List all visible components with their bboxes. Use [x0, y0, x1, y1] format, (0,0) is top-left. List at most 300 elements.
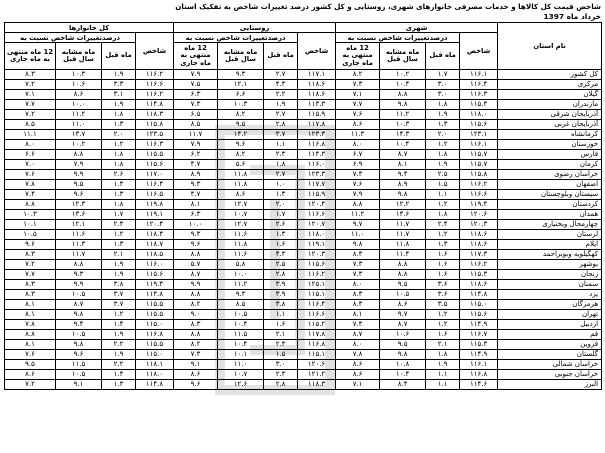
table-cell: ۱۱۸.۰ [136, 370, 174, 380]
table-cell: ۱۴.۳ [380, 130, 426, 140]
urban-monthly-header: ماه قبل [426, 43, 460, 70]
table-cell: ۲.۸ [264, 120, 298, 130]
table-cell: ۱۱۶.۴ [136, 180, 174, 190]
province-name: سمنان [498, 280, 602, 290]
total-change-header: درصدتغییرات شاخص نسبت به [5, 33, 136, 43]
province-name: تهران [498, 310, 602, 320]
table-cell: ۱۰.۷ [218, 370, 264, 380]
table-cell: ۱.۹ [426, 110, 460, 120]
table-cell: ۱۱۶.۵ [136, 190, 174, 200]
table-cell: ۱.۹ [426, 160, 460, 170]
table-cell: ۲.۶ [102, 170, 136, 180]
province-name: کردستان [498, 200, 602, 210]
table-cell: ۱۲.۳ [56, 200, 102, 210]
rural-monthly-header: ماه قبل [264, 43, 298, 70]
table-cell: ۱۱۶.۱ [460, 70, 498, 80]
table-cell: ۱۱.۸ [218, 170, 264, 180]
table-cell: ۱۱۵.۵ [136, 340, 174, 350]
table-cell: ۱۱۶.۰ [136, 260, 174, 270]
table-cell: ۱۲۰.۷ [298, 220, 336, 230]
table-cell: ۱۱۷.۸ [298, 120, 336, 130]
province-name: یزد [498, 290, 602, 300]
table-cell: ۹.۸ [380, 190, 426, 200]
table-cell: ۲.۲ [102, 360, 136, 370]
table-cell: ۱۲۰.۳ [460, 220, 498, 230]
table-cell: ۱۱۵.۱ [298, 290, 336, 300]
table-cell: ۷.۳ [174, 100, 218, 110]
table-cell: ۱۱.۷ [56, 250, 102, 260]
table-cell: ۹.۵ [218, 120, 264, 130]
table-cell: ۱۱۷.۷ [298, 180, 336, 190]
table-cell: ۱۲۱.۲ [298, 370, 336, 380]
table-cell: ۲.۷ [264, 110, 298, 120]
table-row [5, 340, 602, 350]
table-cell: ۸.۶ [174, 370, 218, 380]
table-cell: ۱۲۳.۳ [298, 130, 336, 140]
table-cell: ۱۱.۲ [380, 110, 426, 120]
table-cell: ۱۱۳.۳ [298, 100, 336, 110]
table-cell: ۱۱۵.۴ [460, 100, 498, 110]
table-cell: ۲.۴ [426, 220, 460, 230]
table-cell: ۱.۹ [426, 360, 460, 370]
table-cell: ۸.۰ [336, 340, 380, 350]
table-cell: ۱۱۴.۸ [136, 100, 174, 110]
table-cell: ۱۱۵.۵ [136, 300, 174, 310]
province-name: فارس [498, 150, 602, 160]
table-cell: ۱.۳ [102, 240, 136, 250]
table-cell: ۷.۸ [5, 180, 56, 190]
table-row [5, 200, 602, 210]
table-cell: ۱۱۹.۴ [136, 280, 174, 290]
table-cell: ۱۰.۵ [56, 330, 102, 340]
table-cell: ۱۲۵.۱ [298, 280, 336, 290]
table-cell: ۱.۳ [264, 190, 298, 200]
table-cell: ۸.۸ [56, 150, 102, 160]
table-cell: ۳.۷ [102, 300, 136, 310]
table-cell: ۱.۴ [102, 370, 136, 380]
urban-12m-header: 12 ماه منتهی به ماه جاری [336, 43, 380, 70]
table-cell: ۳.۰ [426, 90, 460, 100]
table-cell: ۱.۶ [426, 270, 460, 280]
table-cell: ۱۱.۳ [56, 240, 102, 250]
table-cell: ۱۱.۷ [380, 230, 426, 240]
table-cell: ۹.۱ [56, 380, 102, 390]
table-cell: ۱.۸ [426, 350, 460, 360]
table-cell: ۹.۶ [5, 240, 56, 250]
table-cell: ۱.۲ [102, 310, 136, 320]
table-row [5, 280, 602, 290]
table-row [5, 290, 602, 300]
table-cell: ۹.۸ [380, 350, 426, 360]
table-cell: ۲.۳ [264, 150, 298, 160]
table-cell: ۸.۴ [336, 250, 380, 260]
table-cell: ۱۱۵.۰ [136, 320, 174, 330]
table-cell: ۸.۰ [5, 140, 56, 150]
province-name: اصفهان [498, 180, 602, 190]
table-cell: ۱۱۵.۲ [298, 320, 336, 330]
table-cell: ۸.۷ [336, 330, 380, 340]
table-cell: ۱۱۴.۶ [460, 380, 498, 390]
table-cell: ۴.۳ [264, 250, 298, 260]
province-name: گلستان [498, 350, 602, 360]
province-name: بوشهر [498, 260, 602, 270]
table-cell: ۸.۳ [336, 290, 380, 300]
table-cell: ۱.۳ [102, 190, 136, 200]
table-cell: ۸.۰ [336, 280, 380, 290]
report-month: خرداد ماه 1397 [543, 12, 601, 21]
table-cell: ۹.۵ [5, 360, 56, 370]
table-cell: ۸.۲ [218, 110, 264, 120]
table-cell: ۱۱.۴ [380, 250, 426, 260]
table-cell: ۱.۸ [102, 200, 136, 210]
table-row [5, 260, 602, 270]
table-cell: ۱۰.۸ [380, 360, 426, 370]
page-title: شاخص قیمت کل کالاها و خدمات مصرفی خانوارهای شهری، روستایی و کل کشور درصد تغییرات شاخص به تفکیک استان [175, 2, 601, 11]
table-row [5, 190, 602, 200]
table-row [5, 90, 602, 100]
table-cell: ۷.۴ [5, 190, 56, 200]
table-cell: ۱۱۷.۰ [136, 170, 174, 180]
table-cell: ۸.۷ [56, 300, 102, 310]
table-cell: ۱۱۶.۶ [298, 310, 336, 320]
table-cell: ۱.۶ [426, 260, 460, 270]
table-cell: ۱۰.۲ [380, 70, 426, 80]
table-row [5, 180, 602, 190]
table-row [5, 360, 602, 370]
table-cell: ۱۳.۶ [56, 210, 102, 220]
table-cell: ۹.۸ [380, 100, 426, 110]
table-row [5, 110, 602, 120]
province-name: قم [498, 330, 602, 340]
table-cell: ۱۱۸.۶ [460, 230, 498, 240]
table-cell: ۹.۸ [56, 340, 102, 350]
table-cell: ۱۲.۱ [56, 220, 102, 230]
table-cell: ۱۱۵.۸ [136, 120, 174, 130]
table-cell: ۱۱۸.۶ [298, 80, 336, 90]
table-cell: ۱.۹ [102, 350, 136, 360]
table-cell: ۱۱۶.۱ [460, 140, 498, 150]
table-cell: ۸.۸ [56, 260, 102, 270]
table-cell: ۴.۷ [174, 160, 218, 170]
table-cell: ۱۱۵.۷ [460, 150, 498, 160]
table-cell: ۷.۲ [5, 380, 56, 390]
table-cell: ۲.۵ [426, 170, 460, 180]
table-row [5, 100, 602, 110]
table-cell: ۱۱۵.۸ [460, 170, 498, 180]
table-cell: ۳.۵ [426, 300, 460, 310]
table-cell: ۷.۶ [5, 350, 56, 360]
table-cell: ۸.۸ [380, 260, 426, 270]
table-cell: ۷.۳ [336, 80, 380, 90]
table-cell: ۸.۸ [380, 270, 426, 280]
table-cell: ۷.۳ [336, 260, 380, 270]
table-cell: ۸.۴ [380, 380, 426, 390]
table-cell: ۱.۶ [264, 320, 298, 330]
province-name: همدان [498, 210, 602, 220]
table-cell: ۷.۱ [5, 90, 56, 100]
table-cell: ۱.۹ [102, 270, 136, 280]
table-cell: ۱۱۸.۴ [136, 230, 174, 240]
table-row [5, 130, 602, 140]
table-cell: ۸.۵ [174, 120, 218, 130]
table-cell: ۲.۰ [264, 200, 298, 210]
table-cell: ۸.۶ [5, 370, 56, 380]
table-cell: ۹.۷ [380, 310, 426, 320]
table-cell: ۱۱۴.۹ [460, 350, 498, 360]
table-cell: ۱۰.۴ [380, 370, 426, 380]
table-cell: ۶.۲ [174, 150, 218, 160]
table-cell: ۱۰.۵ [5, 230, 56, 240]
table-cell: ۷.۴ [336, 320, 380, 330]
table-cell: ۳.۹ [264, 290, 298, 300]
table-cell: ۱۱۴.۸ [136, 290, 174, 300]
table-cell: ۱.۵ [264, 350, 298, 360]
table-cell: ۲.۰ [426, 130, 460, 140]
table-cell: ۸.۷ [380, 320, 426, 330]
table-cell: ۵.۷ [174, 260, 218, 270]
table-cell: ۱۱۹.۴ [460, 200, 498, 210]
table-cell: ۱۱۵.۶ [460, 310, 498, 320]
province-name: زنجان [498, 270, 602, 280]
province-name: ایلام [498, 240, 602, 250]
table-cell: ۱.۸ [102, 150, 136, 160]
table-cell: ۶.۵ [174, 110, 218, 120]
table-cell: ۱۰.۵ [218, 310, 264, 320]
table-row [5, 150, 602, 160]
table-cell: ۸.۲ [218, 150, 264, 160]
table-cell: ۱۱.۸ [380, 240, 426, 250]
table-cell: ۸.۸ [5, 200, 56, 210]
table-cell: ۱۱۸.۳ [298, 380, 336, 390]
table-cell: ۱.۱ [264, 140, 298, 150]
table-cell: ۸.۸ [336, 200, 380, 210]
table-cell: ۶.۷ [336, 150, 380, 160]
table-cell: ۲.۴ [102, 220, 136, 230]
table-cell: ۱.۹ [102, 100, 136, 110]
table-cell: ۱۱۵.۶ [136, 160, 174, 170]
table-cell: ۱۱۷.۸ [298, 330, 336, 340]
table-cell: ۱.۹ [264, 100, 298, 110]
province-name: آذربایجان شرقی [498, 110, 602, 120]
table-row [5, 330, 602, 340]
table-row [5, 140, 602, 150]
table-cell: ۳.۹ [264, 280, 298, 290]
table-cell: ۱۲۳.۱ [460, 130, 498, 140]
table-cell: ۳.۸ [102, 280, 136, 290]
table-cell: ۸.۸ [380, 90, 426, 100]
header-row-groups [5, 23, 602, 33]
table-row [5, 120, 602, 130]
table-cell: ۱۱۹.۱ [298, 240, 336, 250]
table-cell: ۸.۹ [174, 170, 218, 180]
table-cell: ۱۱.۸ [218, 180, 264, 190]
table-cell: ۸.۷ [174, 270, 218, 280]
table-cell: ۳.۳ [102, 80, 136, 90]
table-cell: ۱.۳ [102, 120, 136, 130]
table-cell: ۲.۱ [102, 250, 136, 260]
table-row [5, 250, 602, 260]
table-cell: ۱۲۰.۶ [298, 360, 336, 370]
table-cell: ۱۰.۴ [218, 320, 264, 330]
table-cell: ۱.۸ [426, 150, 460, 160]
table-cell: ۸.۵ [5, 120, 56, 130]
table-cell: ۸.۱ [5, 310, 56, 320]
table-cell: ۱۱.۶ [218, 250, 264, 260]
table-cell: ۸.۳ [5, 250, 56, 260]
table-cell: ۱.۶ [426, 250, 460, 260]
province-name: کهگیلویه وبویراحمد [498, 250, 602, 260]
urban-change-header: درصدتغییرات شاخص نسبت به [336, 33, 460, 43]
table-cell: ۱.۲ [426, 200, 460, 210]
rural-header: روستایی [174, 23, 336, 33]
table-cell: ۱۱.۲ [336, 210, 380, 220]
table-cell: ۱.۸ [102, 110, 136, 120]
table-cell: ۱.۹ [102, 70, 136, 80]
table-cell: ۸.۰ [336, 140, 380, 150]
total-12m-header: 12 ماه منتهی به ماه جاری [5, 43, 56, 70]
table-cell: ۱۱۴.۹ [460, 320, 498, 330]
table-cell: ۹.۱ [174, 360, 218, 370]
table-cell: ۱۲.۲ [380, 200, 426, 210]
table-cell: ۱.۷ [426, 70, 460, 80]
table-cell: ۷.۴ [336, 170, 380, 180]
table-cell: ۷.۸ [5, 320, 56, 330]
table-cell: ۹.۶ [174, 380, 218, 390]
table-cell: ۹.۴ [56, 320, 102, 330]
table-cell: ۹.۹ [174, 280, 218, 290]
table-cell: ۲.۵ [264, 260, 298, 270]
table-cell: ۹.۶ [56, 350, 102, 360]
table-cell: ۱۱.۱ [5, 130, 56, 140]
total-header: کل خانوارها [5, 23, 174, 33]
table-cell: ۷.۱ [336, 380, 380, 390]
table-cell: ۹.۹ [56, 170, 102, 180]
table-cell: ۱۱.۷ [174, 130, 218, 140]
province-name: کرمان [498, 160, 602, 170]
table-cell: ۹.۳ [174, 180, 218, 190]
province-name: قزوین [498, 340, 602, 350]
table-cell: ۱۲۰.۳ [298, 250, 336, 260]
table-cell: ۸.۴ [336, 300, 380, 310]
table-cell: ۸.۹ [380, 180, 426, 190]
table-cell: ۸.۸ [174, 330, 218, 340]
table-cell: ۳.۱ [102, 90, 136, 100]
table-cell: ۱۱۵.۶ [298, 260, 336, 270]
province-name: چهارمحال وبختیاری [498, 220, 602, 230]
total-monthly-header: ماه قبل [102, 43, 136, 70]
table-cell: ۱.۹ [102, 260, 136, 270]
table-cell: ۱۱۸.۱ [136, 360, 174, 370]
table-cell: ۳.۰ [264, 360, 298, 370]
table-cell: ۱.۲ [102, 230, 136, 240]
table-cell: ۲.۸ [264, 270, 298, 280]
table-cell: ۱۲۳.۳ [298, 170, 336, 180]
table-cell: ۱۱۵.۵ [136, 310, 174, 320]
table-cell: ۱۱.۰ [56, 120, 102, 130]
table-cell: ۱۱۵.۶ [136, 270, 174, 280]
table-cell: ۹.۳ [174, 230, 218, 240]
table-row [5, 270, 602, 280]
table-cell: ۱.۱ [426, 190, 460, 200]
table-cell: ۳.۶ [426, 280, 460, 290]
table-cell: ۸.۱ [174, 200, 218, 210]
table-cell: ۷.۳ [174, 350, 218, 360]
table-cell: ۶.۶ [218, 90, 264, 100]
rural-change-header: درصدتغییرات شاخص نسبت به [174, 33, 298, 43]
table-cell: ۱۱۵.۳ [460, 270, 498, 280]
table-cell: ۱.۶ [264, 240, 298, 250]
table-cell: ۷.۷ [336, 100, 380, 110]
province-name: مرکزی [498, 80, 602, 90]
table-cell: ۷.۱ [336, 90, 380, 100]
table-cell: ۱۱۶.۲ [298, 270, 336, 280]
table-cell: ۸.۳ [5, 70, 56, 80]
table-cell: ۷.۲ [5, 260, 56, 270]
table-cell: ۱۰.۳ [380, 120, 426, 130]
table-cell: ۱۱۵.۶ [460, 120, 498, 130]
table-cell: ۸.۳ [174, 320, 218, 330]
table-cell: ۷.۲ [5, 110, 56, 120]
table-cell: ۱۱۶.۲ [460, 260, 498, 270]
table-cell: ۱.۳ [264, 230, 298, 240]
table-cell: ۹.۳ [218, 70, 264, 80]
table-cell: ۱۱۴.۳ [298, 150, 336, 160]
table-cell: ۱۱۶.۲ [460, 180, 498, 190]
table-row [5, 70, 602, 80]
table-cell: ۲.۲ [264, 90, 298, 100]
table-cell: ۳.۶ [426, 290, 460, 300]
table-cell: ۱۱۶.۳ [136, 140, 174, 150]
table-cell: ۱۱.۲ [218, 280, 264, 290]
table-cell: ۸.۸ [174, 250, 218, 260]
table-cell: ۱۱۵.۰ [136, 350, 174, 360]
province-name: خراسان رضوی [498, 170, 602, 180]
table-cell: ۱۰.۶ [56, 80, 102, 90]
table-cell: ۱۱۶.۰ [298, 160, 336, 170]
table-cell: ۱۱۶.۸ [298, 340, 336, 350]
province-name: کرمانشاه [498, 130, 602, 140]
province-name: گیلان [498, 90, 602, 100]
table-cell: ۱.۱ [426, 380, 460, 390]
table-cell: ۸.۶ [380, 300, 426, 310]
table-cell: ۱۰.۰ [174, 220, 218, 230]
table-cell: ۱۰.۵ [380, 290, 426, 300]
table-cell: ۷.۷ [5, 100, 56, 110]
table-cell: ۸.۷ [380, 150, 426, 160]
province-name: کل کشور [498, 70, 602, 80]
table-cell: ۸.۶ [218, 190, 264, 200]
table-cell: ۱۱۵.۹ [298, 110, 336, 120]
table-cell: ۱.۰ [264, 180, 298, 190]
table-row [5, 240, 602, 250]
table-cell: ۱۱۶.۷ [460, 330, 498, 340]
table-cell: ۱۳.۷ [56, 130, 102, 140]
table-cell: ۱۰.۵ [56, 370, 102, 380]
table-cell: ۱.۲ [102, 140, 136, 150]
table-cell: ۲.۷ [264, 170, 298, 180]
table-cell: ۸.۱ [336, 310, 380, 320]
table-cell: ۱.۶ [426, 330, 460, 340]
table-cell: ۴.۷ [174, 190, 218, 200]
table-cell: ۱۰.۵ [56, 290, 102, 300]
table-cell: ۷.۸ [336, 350, 380, 360]
table-cell: ۱۲.۶ [218, 380, 264, 390]
table-cell: ۸.۳ [5, 290, 56, 300]
province-name: خوزستان [498, 140, 602, 150]
table-cell: ۱۲۳.۵ [136, 130, 174, 140]
table-cell: ۸.۲ [174, 340, 218, 350]
table-cell: ۱.۸ [426, 100, 460, 110]
